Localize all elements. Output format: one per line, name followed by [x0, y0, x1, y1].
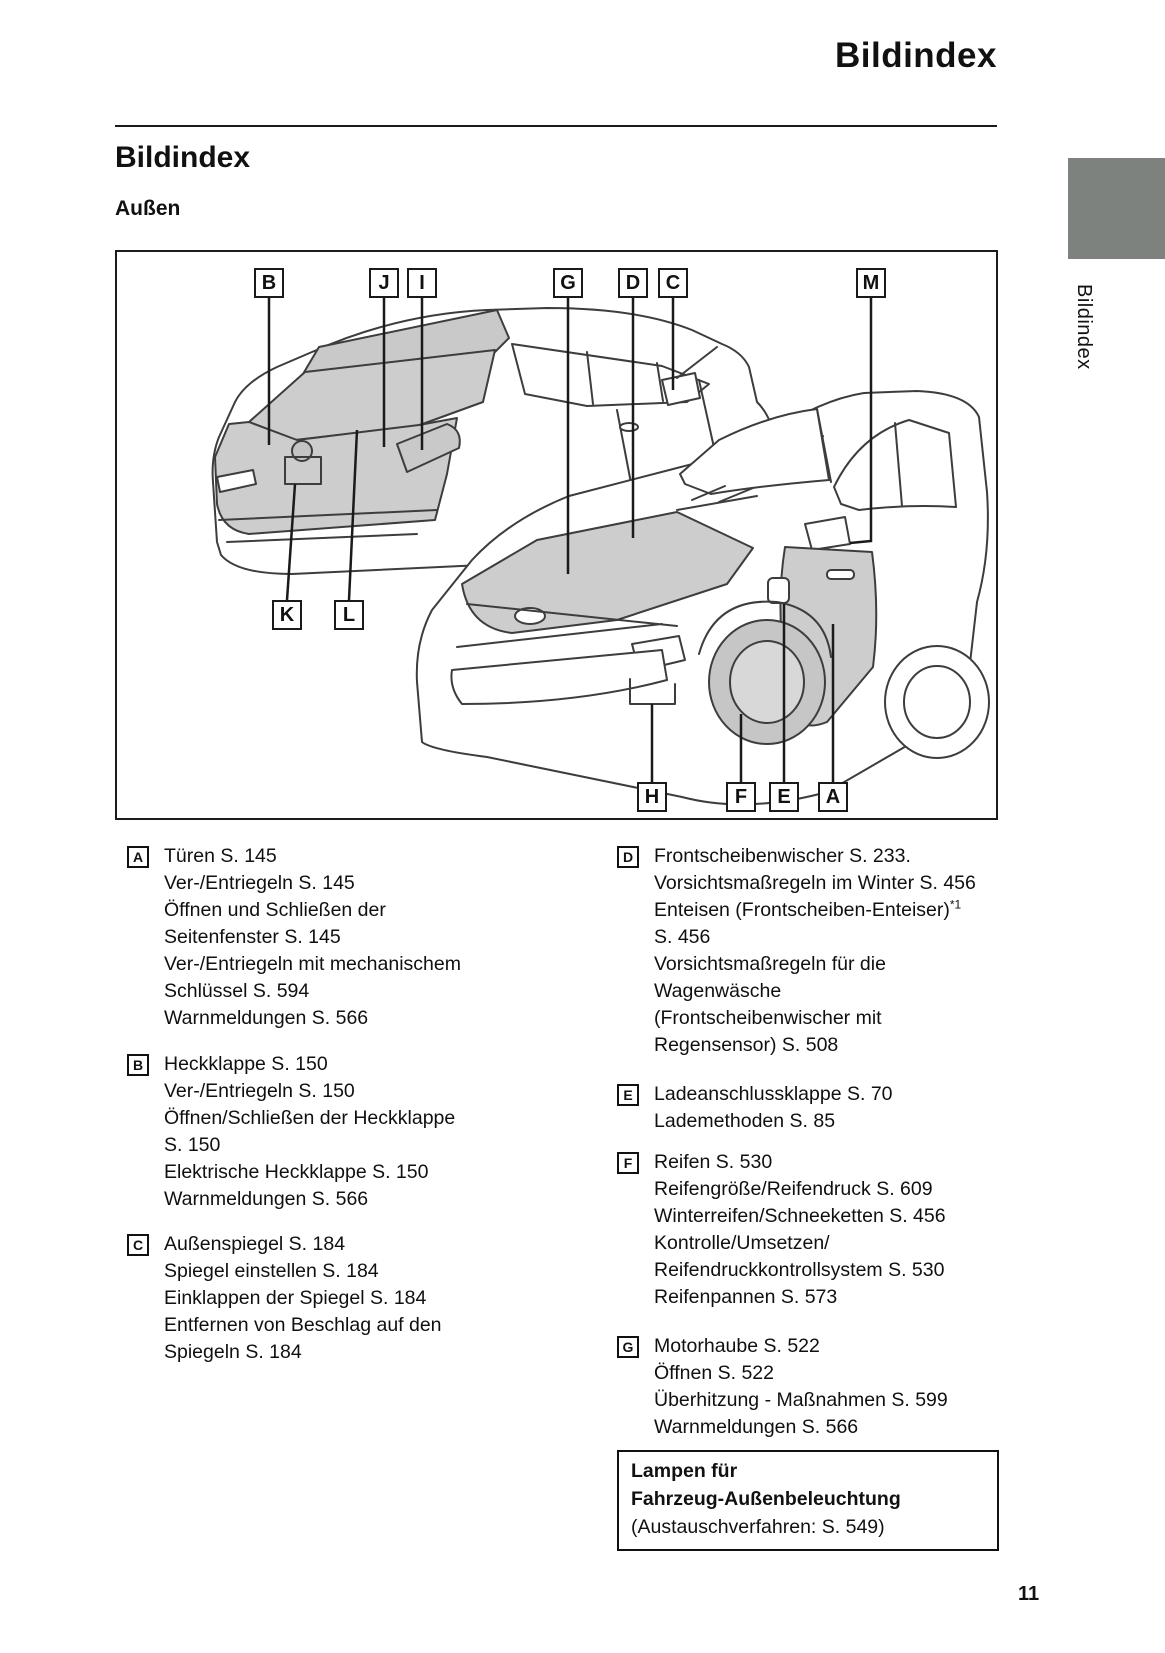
index-section-c — [127, 1231, 519, 1366]
index-section-e — [617, 1081, 1003, 1135]
index-section-d — [617, 843, 1003, 1059]
index-entry: Öffnen/Schließen der Heckklappe — [164, 1107, 456, 1129]
car-line-art — [117, 252, 996, 818]
chapter-tab-label: Bildindex — [1073, 284, 1095, 370]
figure-label-f: F — [726, 782, 756, 812]
index-entry: Reifenpannen S. 573 — [654, 1286, 838, 1308]
index-entry: Schlüssel S. 594 — [164, 980, 310, 1002]
index-entry: Lademethoden S. 85 — [654, 1110, 836, 1132]
index-entry-text: Enteisen (Frontscheiben-Enteiser) — [654, 899, 950, 921]
index-entry: Entfernen von Beschlag auf den — [164, 1314, 442, 1336]
index-entry: Einklappen der Spiegel S. 184 — [164, 1287, 427, 1309]
index-entry: Wagenwäsche — [654, 980, 782, 1002]
index-entry: Außenspiegel S. 184 — [164, 1233, 346, 1255]
page-header-title: Bildindex — [834, 36, 997, 75]
figure-label-j: J — [369, 268, 399, 298]
index-entry: Winterreifen/Schneeketten S. 456 — [654, 1205, 946, 1227]
index-entry: Öffnen S. 522 — [654, 1362, 774, 1384]
index-letter-g: G — [617, 1336, 639, 1358]
figure-label-k: K — [272, 600, 302, 630]
index-section-a — [127, 843, 519, 1032]
index-entry: Seitenfenster S. 145 — [164, 926, 341, 948]
chapter-tab-marker — [1068, 158, 1165, 259]
header-rule — [115, 125, 997, 127]
index-entry: Warnmeldungen S. 566 — [654, 1416, 859, 1438]
index-entry: Vorsichtsmaßregeln für die — [654, 953, 886, 975]
index-entry — [654, 897, 1003, 924]
index-entry: Warnmeldungen S. 566 — [164, 1188, 369, 1210]
index-letter-f: F — [617, 1152, 639, 1174]
index-entry: Spiegel einstellen S. 184 — [164, 1260, 379, 1282]
figure-label-i: I — [407, 268, 437, 298]
exterior-overview-figure — [115, 250, 998, 820]
note-title-line: Fahrzeug-Außenbeleuchtung — [631, 1488, 901, 1510]
index-letter-e: E — [617, 1084, 639, 1106]
index-section-f — [617, 1149, 1003, 1311]
index-entry: Kontrolle/Umsetzen/ — [654, 1232, 830, 1254]
index-entry: Ver-/Entriegeln S. 145 — [164, 872, 355, 894]
index-letter-b: B — [127, 1054, 149, 1076]
figure-label-m: M — [856, 268, 886, 298]
index-entry: Warnmeldungen S. 566 — [164, 1007, 369, 1029]
index-entry: Frontscheibenwischer S. 233. — [654, 845, 911, 867]
figure-label-e: E — [769, 782, 799, 812]
index-entry: S. 456 — [654, 926, 711, 948]
footnote-marker: *1 — [949, 897, 962, 912]
index-entry: Heckklappe S. 150 — [164, 1053, 328, 1075]
figure-label-a: A — [818, 782, 848, 812]
index-entry: Motorhaube S. 522 — [654, 1335, 820, 1357]
index-entry: Regensensor) S. 508 — [654, 1034, 839, 1056]
index-entry: Überhitzung - Maßnahmen S. 599 — [654, 1389, 948, 1411]
index-section-b — [127, 1051, 519, 1213]
index-entry: Ver-/Entriegeln S. 150 — [164, 1080, 355, 1102]
index-entry: Reifengröße/Reifendruck S. 609 — [654, 1178, 933, 1200]
index-entry: Spiegeln S. 184 — [164, 1341, 302, 1363]
index-column-left — [127, 843, 519, 1366]
index-entry: Reifen S. 530 — [654, 1151, 773, 1173]
figure-label-g: G — [553, 268, 583, 298]
note-detail: (Austauschverfahren: S. 549) — [631, 1516, 885, 1538]
index-entry: Elektrische Heckklappe S. 150 — [164, 1161, 429, 1183]
index-section-g — [617, 1333, 1003, 1441]
lamps-note-box — [617, 1450, 999, 1551]
section-title: Bildindex — [115, 141, 251, 174]
figure-label-d: D — [618, 268, 648, 298]
index-entry: S. 150 — [164, 1134, 221, 1156]
index-entry: (Frontscheibenwischer mit — [654, 1007, 882, 1029]
index-entry: Ver-/Entriegeln mit mechanischem — [164, 953, 461, 975]
note-title-line: Lampen für — [631, 1460, 738, 1482]
index-letter-c: C — [127, 1234, 149, 1256]
figure-label-l: L — [334, 600, 364, 630]
index-entry: Reifendruckkontrollsystem S. 530 — [654, 1259, 945, 1281]
index-entry: Vorsichtsmaßregeln im Winter S. 456 — [654, 872, 976, 894]
index-entry: Ladeanschlussklappe S. 70 — [654, 1083, 893, 1105]
figure-label-b: B — [254, 268, 284, 298]
index-column-right — [617, 843, 1003, 1551]
index-entry: Türen S. 145 — [164, 845, 277, 867]
subsection-title: Außen — [115, 197, 181, 220]
index-letter-a: A — [127, 846, 149, 868]
figure-label-h: H — [637, 782, 667, 812]
index-letter-d: D — [617, 846, 639, 868]
figure-label-c: C — [658, 268, 688, 298]
index-entry: Öffnen und Schließen der — [164, 899, 386, 921]
page-number: 11 — [1018, 1583, 1040, 1605]
